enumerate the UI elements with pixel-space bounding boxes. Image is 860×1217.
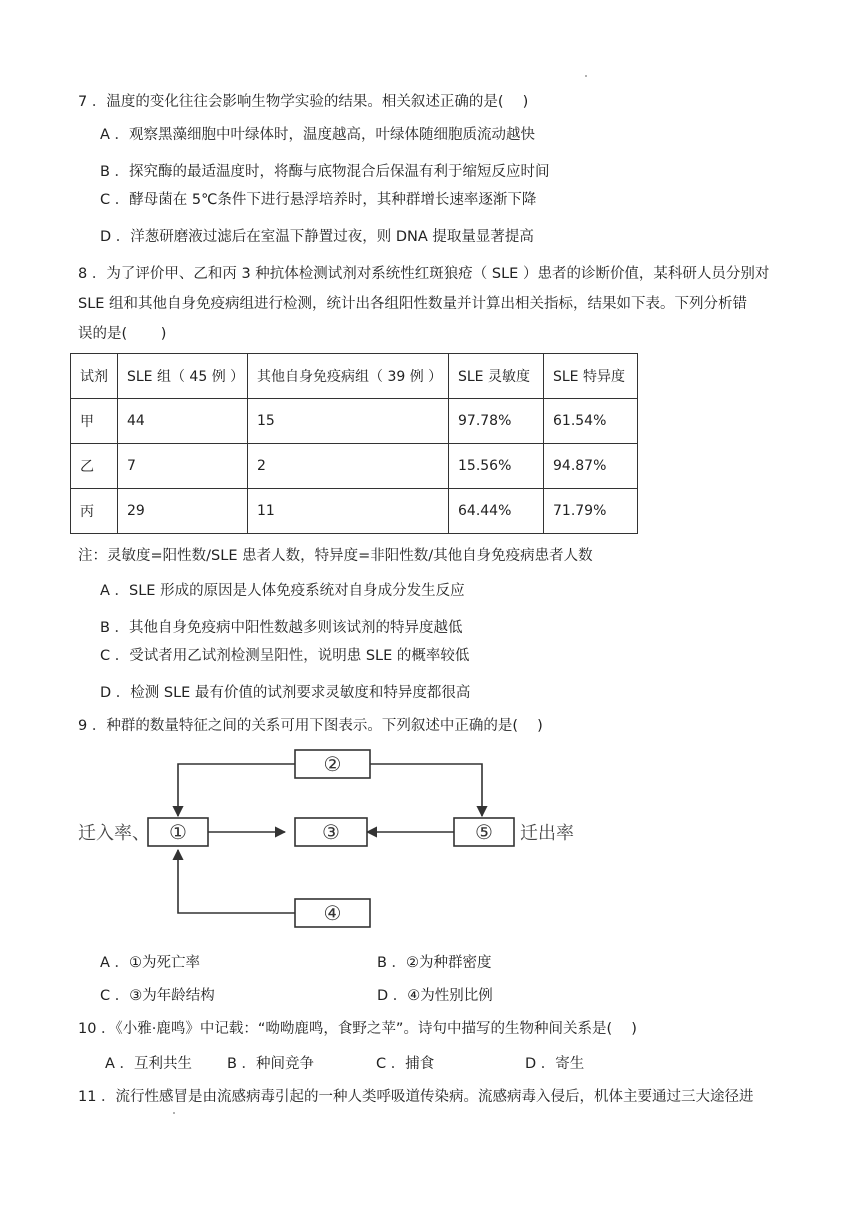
table-cell: 71.79% bbox=[544, 489, 638, 534]
table-cell: 15.56% bbox=[449, 444, 544, 489]
q10-option-b: B ．种间竞争 bbox=[227, 1056, 315, 1072]
scan-dot bbox=[585, 75, 587, 77]
table-header-cell: SLE 特异度 bbox=[544, 354, 638, 399]
q8-option-d: D ．检测 SLE 最有价值的试剂要求灵敏度和特异度都很高 bbox=[100, 685, 471, 701]
q9-option-d: D ．④为性别比例 bbox=[377, 988, 493, 1004]
table-cell: 2 bbox=[248, 444, 449, 489]
q8-option-b: B ．其他自身免疫病中阳性数越多则该试剂的特异度越低 bbox=[100, 620, 463, 636]
q8-table bbox=[70, 353, 638, 534]
q8-stem-line-3: 误的是( ) bbox=[78, 326, 167, 342]
q8-option-a: A ．SLE 形成的原因是人体免疫系统对自身成分发生反应 bbox=[100, 583, 465, 599]
q9-option-a: A ．①为死亡率 bbox=[100, 955, 201, 971]
arrow-4-to-1 bbox=[178, 850, 295, 913]
table-cell: 44 bbox=[118, 399, 248, 444]
table-header-cell: 试剂 bbox=[71, 354, 118, 399]
q10-stem: 10 ．《小雅·鹿鸣》中记载：“呦呦鹿鸣，食野之苹”。诗句中描写的生物种间关系是( ) bbox=[78, 1021, 637, 1037]
table-row bbox=[71, 489, 638, 534]
scan-dot bbox=[173, 1112, 175, 1114]
arrow-2-to-1 bbox=[178, 764, 295, 816]
table-cell: 61.54% bbox=[544, 399, 638, 444]
emigration-rate-label: 迁出率 bbox=[520, 823, 574, 844]
table-row bbox=[71, 444, 638, 489]
q11-stem: 11 ．流行性感冒是由流感病毒引起的一种人类呼吸道传染病。流感病毒入侵后，机体主要通过三大途径进 bbox=[78, 1089, 754, 1105]
table-header-cell: SLE 灵敏度 bbox=[449, 354, 544, 399]
box-3-label: ③ bbox=[322, 820, 340, 844]
box-4-label: ④ bbox=[323, 901, 342, 925]
table-cell: 15 bbox=[248, 399, 449, 444]
q7-option-a: A ．观察黑藻细胞中叶绿体时，温度越高，叶绿体随细胞质流动越快 bbox=[100, 127, 536, 143]
table-cell: 7 bbox=[118, 444, 248, 489]
q7-stem: 7 ．温度的变化往往会影响生物学实验的结果。相关叙述正确的是( ) bbox=[78, 94, 529, 110]
box-2-label: ② bbox=[323, 752, 342, 776]
q9-diagram bbox=[78, 748, 588, 938]
q9-option-c: C ．③为年龄结构 bbox=[100, 988, 215, 1004]
immigration-rate-label: 迁入率、 bbox=[78, 823, 150, 844]
table-cell: 94.87% bbox=[544, 444, 638, 489]
table-row bbox=[71, 399, 638, 444]
q10-option-c: C ．捕食 bbox=[376, 1056, 435, 1072]
q8-stem-line-2: SLE 组和其他自身免疫病组进行检测，统计出各组阳性数量并计算出相关指标，结果如下表。下列分析错 bbox=[78, 296, 748, 312]
q9-stem: 9 ．种群的数量特征之间的关系可用下图表示。下列叙述中正确的是( ) bbox=[78, 718, 543, 734]
table-cell: 甲 bbox=[71, 399, 118, 444]
table-cell: 97.78% bbox=[449, 399, 544, 444]
q8-option-c: C ．受试者用乙试剂检测呈阳性，说明患 SLE 的概率较低 bbox=[100, 648, 470, 664]
q7-option-c: C ．酵母菌在 5℃条件下进行悬浮培养时，其种群增长速率逐渐下降 bbox=[100, 192, 537, 208]
table-cell: 29 bbox=[118, 489, 248, 534]
table-cell: 64.44% bbox=[449, 489, 544, 534]
q8-stem-line-1: 8 ．为了评价甲、乙和丙 3 种抗体检测试剂对系统性红斑狼疮（ SLE ）患者的诊断价值，某科研人员分别对 bbox=[78, 266, 770, 282]
box-5-label: ⑤ bbox=[475, 820, 493, 844]
box-1-label: ① bbox=[169, 820, 187, 844]
table-header-row bbox=[71, 354, 638, 399]
q9-option-b: B ．②为种群密度 bbox=[377, 955, 492, 971]
table-header-cell: SLE 组（ 45 例 ） bbox=[118, 354, 248, 399]
arrow-2-to-5 bbox=[370, 764, 482, 816]
q7-option-d: D ．洋葱研磨液过滤后在室温下静置过夜，则 DNA 提取量显著提高 bbox=[100, 229, 534, 245]
q8-note: 注：灵敏度=阳性数/SLE 患者人数，特异度=非阳性数/其他自身免疫病患者人数 bbox=[78, 548, 593, 564]
table-header-cell: 其他自身免疫病组（ 39 例 ） bbox=[248, 354, 449, 399]
q10-option-a: A ．互利共生 bbox=[105, 1056, 193, 1072]
table-cell: 11 bbox=[248, 489, 449, 534]
q10-option-d: D ．寄生 bbox=[525, 1056, 585, 1072]
table-cell: 丙 bbox=[71, 489, 118, 534]
q7-option-b: B ．探究酶的最适温度时，将酶与底物混合后保温有利于缩短反应时间 bbox=[100, 164, 550, 180]
table-cell: 乙 bbox=[71, 444, 118, 489]
